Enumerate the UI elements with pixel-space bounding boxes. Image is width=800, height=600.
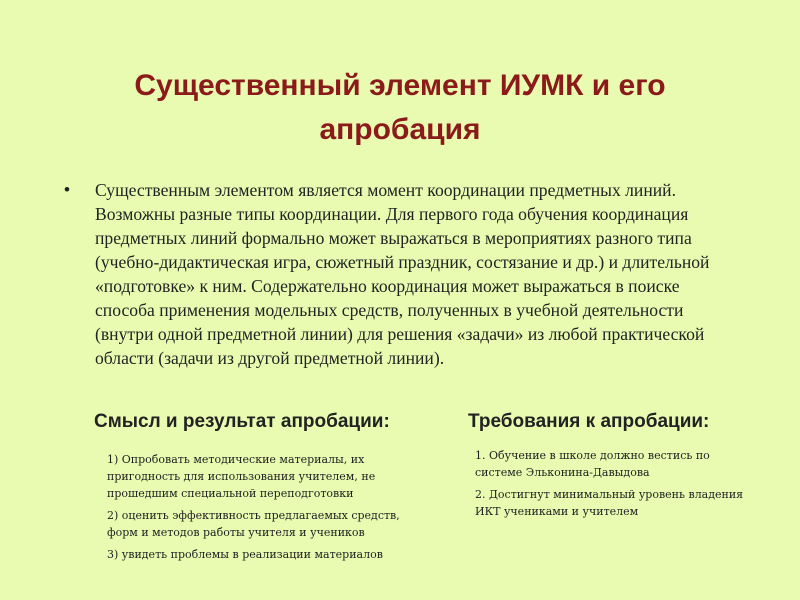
approbation-requirements-heading: Требования к апробации: [468,411,710,432]
bullet-text: Существенным элементом является момент координации предметных линий. Возможны разные типы координации. Для первого года обучения координация предметных линий формально может выражаться в мероприятиях разного типа (учебно-дидактическая игра, сюжетный праздник, состязание и др.) и длительной «подготовке» к ним. Содержательно координация может выражаться в поиске способа применения модельных средств, полученных в учебной деятельности (внутри одной предметной линии) для решения «задачи» из любой практической области (задачи из другой предметной линии). [95,180,710,368]
list-item: 3) увидеть проблемы в реализации материалов [107,548,383,561]
list-item: 1. Обучение в школе должно вестись по системе Эльконина-Давыдова [475,449,710,479]
list-item: 1) Опробовать методические материалы, их пригодность для использования учителем, не прошедшим специальной переподготовки [107,453,376,500]
bullet-marker: • [64,180,70,199]
list-item: 2) оценить эффективность предлагаемых средств, форм и методов работы учителя и учеников [107,509,400,539]
approbation-meaning-list [107,451,407,568]
approbation-requirements-list [475,447,745,525]
slide-title: Существенный элемент ИУМК и его апробация [134,69,666,146]
approbation-meaning-heading: Смысл и результат апробации: [94,411,390,432]
main-bullet [64,178,720,370]
list-item: 2. Достигнут минимальный уровень владения ИКТ учениками и учителем [475,488,744,518]
